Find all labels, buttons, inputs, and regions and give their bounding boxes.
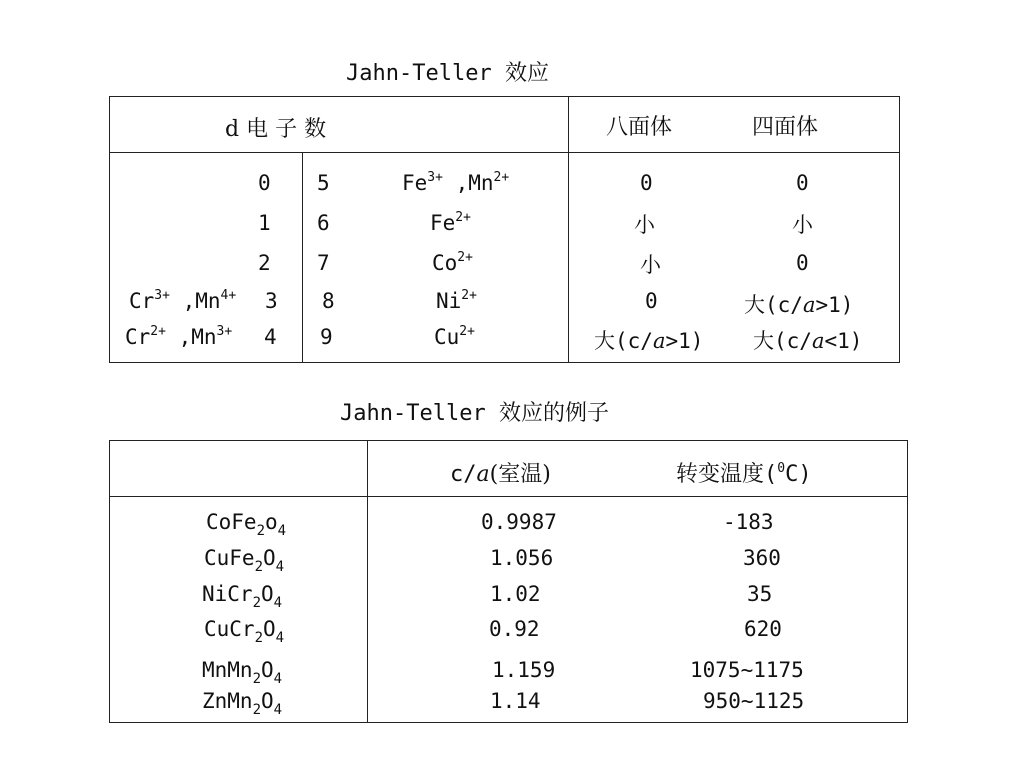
n-low-1: 1 xyxy=(258,211,271,235)
ca-2: 1.02 xyxy=(490,582,541,606)
tet-0: 0 xyxy=(796,171,809,195)
n-low-3: 3 xyxy=(265,289,278,313)
compound-0: $CoFe_2o_4$ xyxy=(206,510,287,539)
temp-0: -183 xyxy=(723,510,774,534)
header-octahedral: 八面体 xyxy=(606,115,673,140)
table1-header-divider xyxy=(109,152,900,153)
tet-3: 大(c/a>1) xyxy=(744,293,854,317)
tet-1: 小 xyxy=(792,213,813,237)
header-tetrahedral: 四面体 xyxy=(752,115,819,140)
compound-2: $NiCr_2O_4$ xyxy=(202,582,283,611)
n-high-0: 5 xyxy=(317,171,330,195)
oct-2: 小 xyxy=(640,253,661,277)
table2-col-divider xyxy=(367,440,368,723)
ions-high-2: $Co^{2+}$ xyxy=(432,250,473,275)
n-high-1: 6 xyxy=(317,211,330,235)
oct-1: 小 xyxy=(634,213,655,237)
n-high-2: 7 xyxy=(317,251,330,275)
ca-5: 1.14 xyxy=(490,689,541,713)
oct-3: 0 xyxy=(645,289,658,313)
ca-1: 1.056 xyxy=(490,546,554,570)
ca-4: 1.159 xyxy=(492,658,556,682)
table2-title: Jahn-Teller 效应的例子 xyxy=(340,401,609,426)
compound-3: $CuCr_2O_4$ xyxy=(204,617,285,646)
ions-high-3: $Ni^{2+}$ xyxy=(436,288,477,313)
oct-4: 大(c/a>1) xyxy=(594,329,704,353)
temp-2: 35 xyxy=(747,582,773,606)
n-high-4: 9 xyxy=(320,325,333,349)
ca-0: 0.9987 xyxy=(481,510,557,534)
table1-sub-divider xyxy=(302,152,303,363)
ions-low-4: $Cr^{2+}$ $,Mn^{3+}$ xyxy=(125,324,233,349)
compound-1: $CuFe_2O_4$ xyxy=(204,546,285,575)
ions-low-3: $Cr^{3+}$ $,Mn^{4+}$ xyxy=(129,288,237,313)
compound-5: $ZnMn_2O_4$ xyxy=(202,689,283,718)
tet-2: 0 xyxy=(796,251,809,275)
header-d-electrons: d 电 子 数 xyxy=(225,117,327,142)
n-low-2: 2 xyxy=(258,251,271,275)
ca-3: 0.92 xyxy=(489,617,540,641)
compound-4: $MnMn_2O_4$ xyxy=(202,658,283,687)
temp-4: 1075~1175 xyxy=(690,658,804,682)
temp-1: 360 xyxy=(743,546,781,570)
table2-header-divider xyxy=(109,496,908,497)
temp-5: 950~1125 xyxy=(703,689,805,713)
temp-3: 620 xyxy=(744,617,782,641)
oct-0: 0 xyxy=(640,171,653,195)
ions-high-4: $Cu^{2+}$ xyxy=(434,324,475,349)
tet-4: 大(c/a<1) xyxy=(753,329,863,353)
n-low-4: 4 xyxy=(264,325,277,349)
table1-col-divider xyxy=(568,96,569,363)
header-transition-temp: 转变温度($^0$C) xyxy=(676,461,812,487)
header-ca: c/a(室温) xyxy=(450,462,551,487)
n-high-3: 8 xyxy=(322,289,335,313)
n-low-0: 0 xyxy=(258,171,271,195)
ions-high-0: $Fe^{3+}$ $,Mn^{2+}$ xyxy=(402,170,510,195)
ions-high-1: $Fe^{2+}$ xyxy=(430,210,471,235)
table1-title: Jahn-Teller 效应 xyxy=(346,61,549,86)
